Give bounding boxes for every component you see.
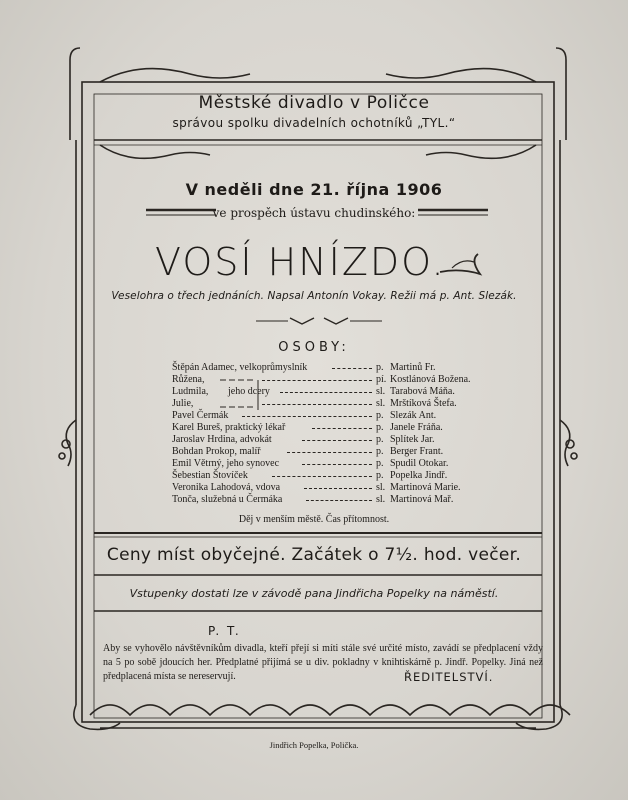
- dash-leader: [262, 380, 372, 381]
- cast-list: [172, 362, 502, 506]
- cast-role: Šebestian Štovíček: [172, 470, 248, 481]
- cast-prefix: sl.: [376, 398, 386, 409]
- setting-line: Děj v menším městě. Čas přítomnost.: [238, 514, 390, 525]
- cast-prefix: p.: [376, 362, 384, 373]
- theatre-name: Městské divadlo v Poličce: [198, 93, 430, 113]
- cast-prefix: pí.: [376, 374, 387, 385]
- direction-signature: ŘEDITELSTVÍ.: [404, 670, 494, 684]
- cast-row: [172, 470, 502, 482]
- daughters-note: jeho dcery: [228, 386, 270, 397]
- cast-actor: Martinová Marie.: [390, 482, 461, 493]
- cast-prefix: sl.: [376, 494, 386, 505]
- cast-actor: Kostlánová Božena.: [390, 374, 471, 385]
- tickets-line: Vstupenky dostati lze v závodě pana Jindřicha Popelky na náměstí.: [129, 587, 499, 600]
- cast-row: [172, 434, 502, 446]
- cast-row: [172, 446, 502, 458]
- cast-role: Růžena,: [172, 374, 205, 385]
- dash-leader: [287, 452, 372, 453]
- cast-role: Tonča, služebná u Čermáka: [172, 494, 283, 505]
- cast-prefix: p.: [376, 422, 384, 433]
- dash-leader: [312, 428, 372, 429]
- dash-leader: [304, 488, 372, 489]
- cast-prefix: sl.: [376, 386, 386, 397]
- cast-actor: Slezák Ant.: [390, 410, 437, 421]
- cast-actor: Berger Frant.: [390, 446, 444, 457]
- dash-leader: [332, 368, 372, 369]
- subscription-notice: Aby se vyhovělo návštěvníkům divadla, kteří přejí si míti stále své určité místo, zavádí se předplacení vždy na 5 po sobě jdoucích her. Předplatné přijímá se u div. pokladny v knihtiskárně p. Jindř. Popelky. Jiná než předplacená místa se nereservují.: [103, 643, 543, 682]
- cast-actor: Popelka Jindř.: [390, 470, 448, 481]
- cast-actor: Janele Fráňa.: [390, 422, 443, 433]
- cast-actor: Martinová Mař.: [390, 494, 454, 505]
- cast-row: [172, 374, 502, 386]
- cast-row: [172, 386, 502, 398]
- cast-role: Pavel Čermák: [172, 410, 229, 421]
- dash-leader: [280, 392, 372, 393]
- dash-leader: [306, 500, 372, 501]
- cast-role: Bohdan Prokop, malíř: [172, 446, 261, 457]
- cast-prefix: p.: [376, 458, 384, 469]
- printer-imprint: Jindřich Popelka, Polička.: [269, 740, 359, 750]
- cast-role: Karel Bureš, praktický lékař: [172, 422, 286, 433]
- cast-role: Emil Větrný, jeho synovec: [172, 458, 280, 469]
- cast-prefix: p.: [376, 470, 384, 481]
- cast-actor: Martinů Fr.: [390, 362, 436, 373]
- cast-prefix: p.: [376, 410, 384, 421]
- dash-leader: [262, 404, 372, 405]
- cast-role: Ludmila,: [172, 386, 209, 397]
- cast-actor: Tarabová Máňa.: [390, 386, 455, 397]
- cast-role: Veronika Lahodová, vdova: [172, 482, 281, 493]
- dash-leader: [242, 416, 372, 417]
- cast-actor: Splítek Jar.: [390, 434, 435, 445]
- cast-heading: OSOBY:: [278, 340, 350, 355]
- cast-actor: Spudil Otokar.: [390, 458, 449, 469]
- dash-leader: [302, 464, 372, 465]
- play-title: VOSÍ HNÍZDO.: [155, 240, 446, 284]
- society-name: správou spolku divadelních ochotníků „TYL.“: [172, 116, 456, 130]
- cast-row: [172, 362, 502, 374]
- cast-row: [172, 482, 502, 494]
- cast-row: [172, 398, 502, 410]
- cast-row: [172, 494, 502, 506]
- dash-leader: [302, 440, 372, 441]
- cast-role: Julie,: [172, 398, 194, 409]
- prices-line: Ceny míst obyčejné. Začátek o 7½. hod. večer.: [106, 545, 522, 565]
- cast-role: Štěpán Adamec, velkoprůmyslník: [172, 362, 308, 373]
- cast-row: [172, 410, 502, 422]
- benefit-line: ve prospěch ústavu chudinského:: [212, 206, 416, 220]
- cast-prefix: p.: [376, 446, 384, 457]
- cast-role: Jaroslav Hrdina, advokát: [172, 434, 272, 445]
- dash-leader: [272, 476, 372, 477]
- event-date: V neděli dne 21. října 1906: [185, 180, 443, 199]
- pt-salutation: P. T.: [208, 624, 241, 638]
- cast-actor: Mrštíková Štefa.: [390, 398, 457, 409]
- cast-prefix: p.: [376, 434, 384, 445]
- cast-row: [172, 422, 502, 434]
- cast-row: [172, 458, 502, 470]
- play-subtitle: Veselohra o třech jednáních. Napsal Antonín Vokay. Režii má p. Ant. Slezák.: [111, 290, 517, 302]
- cast-prefix: sl.: [376, 482, 386, 493]
